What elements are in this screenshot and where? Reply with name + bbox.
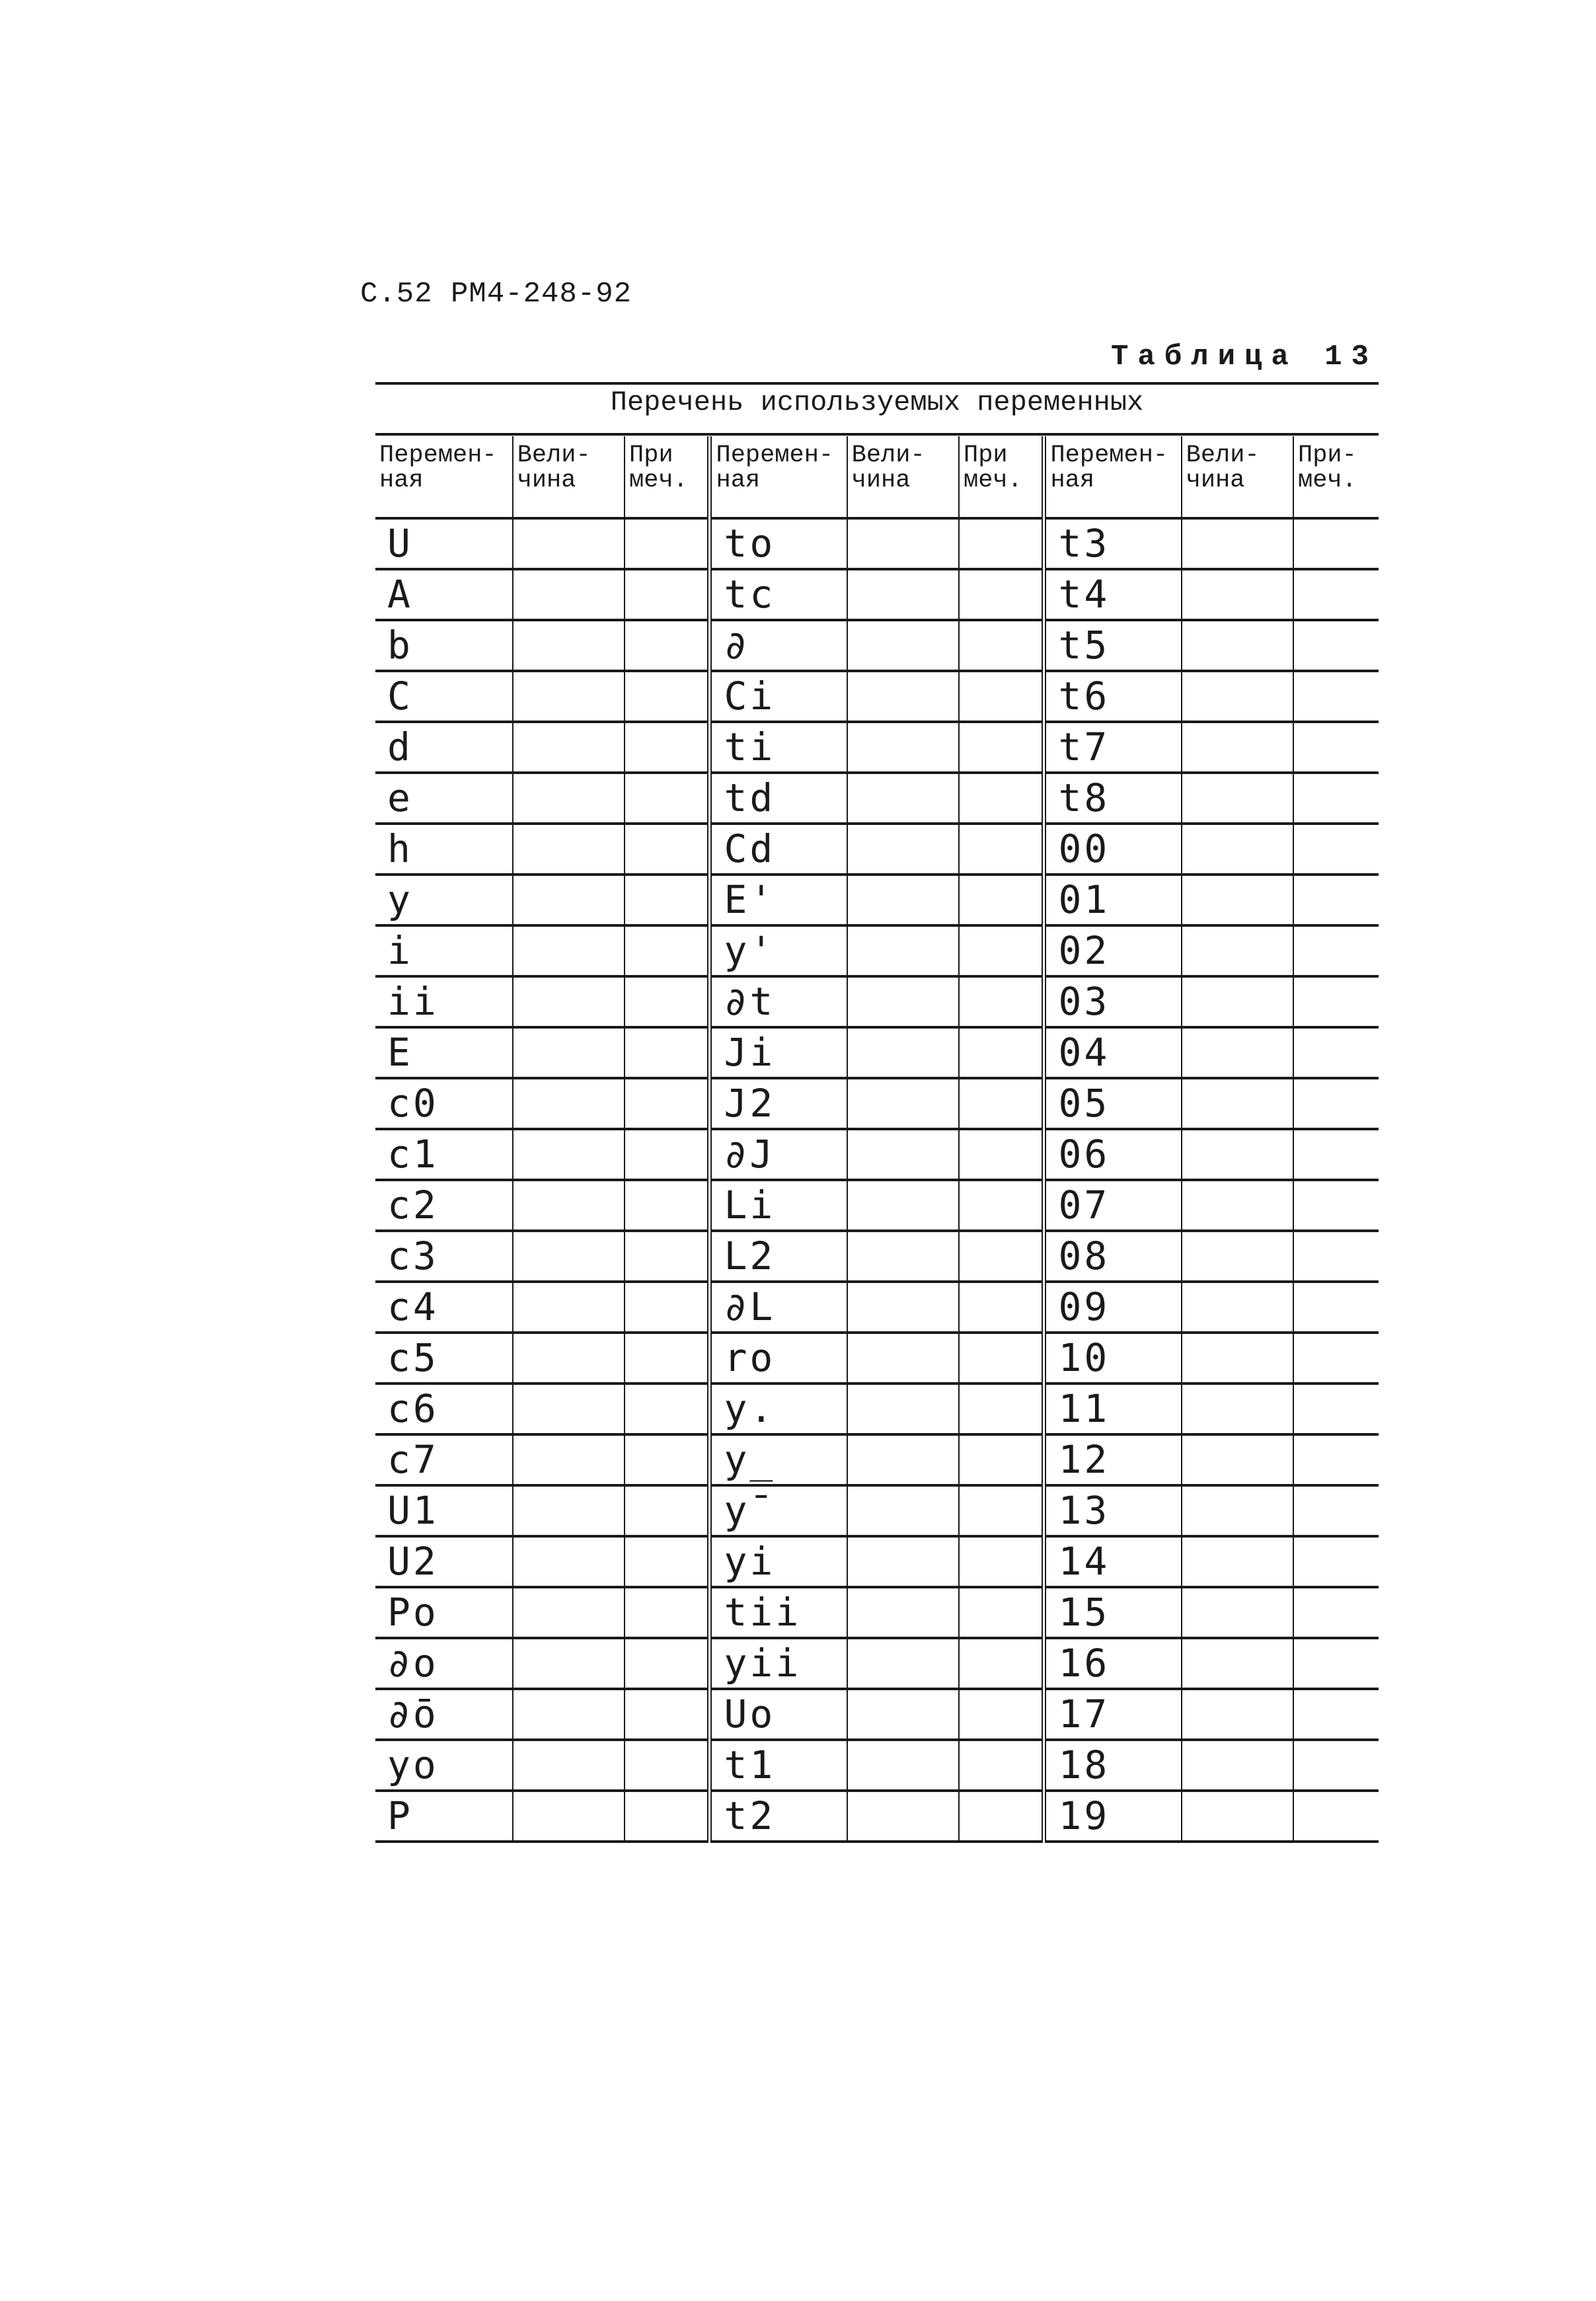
variable-name-cell: 16 <box>1044 1638 1182 1689</box>
note-cell <box>625 875 710 925</box>
note-cell <box>1293 620 1379 671</box>
value-cell <box>847 925 959 976</box>
value-cell <box>513 1587 625 1638</box>
value-cell <box>513 1333 625 1384</box>
note-cell <box>1293 1384 1379 1434</box>
note-cell <box>1293 1689 1379 1740</box>
variable-name-cell: y¯ <box>710 1485 847 1536</box>
variable-name-cell: c6 <box>375 1384 513 1434</box>
column-header: Вели- чина <box>1182 436 1293 518</box>
value-cell <box>513 1078 625 1129</box>
note-cell <box>959 925 1044 976</box>
note-cell <box>1293 1791 1379 1842</box>
note-cell <box>625 1434 710 1485</box>
note-cell <box>1293 569 1379 620</box>
value-cell <box>1182 1791 1293 1842</box>
value-cell <box>1182 925 1293 976</box>
table-row <box>375 1638 1379 1689</box>
table-row <box>375 1078 1379 1129</box>
variable-name-cell: ∂ <box>710 620 847 671</box>
note-cell <box>1293 1434 1379 1485</box>
variable-name-cell: C <box>375 671 513 722</box>
variable-name-cell: 02 <box>1044 925 1182 976</box>
table-row <box>375 824 1379 875</box>
table-row <box>375 925 1379 976</box>
note-cell <box>959 824 1044 875</box>
variable-name-cell: t6 <box>1044 671 1182 722</box>
note-cell <box>625 1689 710 1740</box>
variable-name-cell: c0 <box>375 1078 513 1129</box>
note-cell <box>625 671 710 722</box>
note-cell <box>1293 1587 1379 1638</box>
variable-name-cell: 13 <box>1044 1485 1182 1536</box>
value-cell <box>513 518 625 569</box>
note-cell <box>959 1231 1044 1282</box>
note-cell <box>959 569 1044 620</box>
table-title: Перечень используемых переменных <box>610 387 1144 418</box>
value-cell <box>847 1791 959 1842</box>
variable-name-cell: t7 <box>1044 722 1182 773</box>
note-cell <box>625 1791 710 1842</box>
note-cell <box>1293 976 1379 1027</box>
table-row <box>375 1791 1379 1842</box>
table-row <box>375 1485 1379 1536</box>
value-cell <box>513 875 625 925</box>
value-cell <box>1182 620 1293 671</box>
table-row <box>375 773 1379 824</box>
note-cell <box>625 1180 710 1231</box>
value-cell <box>847 671 959 722</box>
variable-name-cell: 07 <box>1044 1180 1182 1231</box>
variable-name-cell: 18 <box>1044 1740 1182 1791</box>
table-row <box>375 1333 1379 1384</box>
variable-name-cell: Li <box>710 1180 847 1231</box>
value-cell <box>1182 518 1293 569</box>
variable-name-cell: 03 <box>1044 976 1182 1027</box>
value-cell <box>513 1740 625 1791</box>
value-cell <box>847 1740 959 1791</box>
column-header: Перемен- ная <box>375 436 513 518</box>
note-cell <box>1293 1027 1379 1078</box>
note-cell <box>625 722 710 773</box>
note-cell <box>625 1282 710 1333</box>
note-cell <box>1293 1180 1379 1231</box>
value-cell <box>513 1129 625 1180</box>
value-cell <box>847 1434 959 1485</box>
note-cell <box>959 1791 1044 1842</box>
note-cell <box>625 1129 710 1180</box>
variable-name-cell: tii <box>710 1587 847 1638</box>
value-cell <box>847 1638 959 1689</box>
note-cell <box>959 1434 1044 1485</box>
table-row <box>375 722 1379 773</box>
value-cell <box>847 1180 959 1231</box>
value-cell <box>1182 569 1293 620</box>
table-row <box>375 1384 1379 1434</box>
table-row <box>375 1587 1379 1638</box>
note-cell <box>1293 1638 1379 1689</box>
column-header: При меч. <box>959 436 1044 518</box>
value-cell <box>513 1536 625 1587</box>
header-row <box>375 436 1379 518</box>
variable-name-cell: d <box>375 722 513 773</box>
value-cell <box>1182 1485 1293 1536</box>
variable-name-cell: ∂t <box>710 976 847 1027</box>
value-cell <box>847 824 959 875</box>
note-cell <box>1293 925 1379 976</box>
value-cell <box>1182 976 1293 1027</box>
variable-name-cell: 11 <box>1044 1384 1182 1434</box>
value-cell <box>847 569 959 620</box>
value-cell <box>1182 1282 1293 1333</box>
value-cell <box>847 1485 959 1536</box>
table-row <box>375 620 1379 671</box>
variable-name-cell: 17 <box>1044 1689 1182 1740</box>
table-row <box>375 1129 1379 1180</box>
variable-name-cell: Po <box>375 1587 513 1638</box>
variable-name-cell: ti <box>710 722 847 773</box>
table-row <box>375 1689 1379 1740</box>
column-header: При меч. <box>625 436 710 518</box>
value-cell <box>847 1129 959 1180</box>
value-cell <box>1182 773 1293 824</box>
note-cell <box>959 722 1044 773</box>
variable-name-cell: ∂L <box>710 1282 847 1333</box>
value-cell <box>513 1282 625 1333</box>
value-cell <box>513 824 625 875</box>
variable-name-cell: 15 <box>1044 1587 1182 1638</box>
value-cell <box>1182 1027 1293 1078</box>
variable-name-cell: P <box>375 1791 513 1842</box>
variable-name-cell: c7 <box>375 1434 513 1485</box>
note-cell <box>625 1333 710 1384</box>
value-cell <box>513 1027 625 1078</box>
value-cell <box>1182 1434 1293 1485</box>
variable-name-cell: Ci <box>710 671 847 722</box>
value-cell <box>513 671 625 722</box>
variable-name-cell: 05 <box>1044 1078 1182 1129</box>
value-cell <box>847 1027 959 1078</box>
table-row <box>375 1434 1379 1485</box>
note-cell <box>959 518 1044 569</box>
note-cell <box>625 1078 710 1129</box>
value-cell <box>1182 824 1293 875</box>
variable-name-cell: t5 <box>1044 620 1182 671</box>
variable-name-cell: y_ <box>710 1434 847 1485</box>
value-cell <box>1182 875 1293 925</box>
value-cell <box>1182 1180 1293 1231</box>
value-cell <box>513 722 625 773</box>
value-cell <box>513 620 625 671</box>
variable-name-cell: yii <box>710 1638 847 1689</box>
note-cell <box>1293 1485 1379 1536</box>
value-cell <box>847 1384 959 1434</box>
table-row <box>375 875 1379 925</box>
variable-name-cell: tc <box>710 569 847 620</box>
value-cell <box>513 569 625 620</box>
note-cell <box>625 620 710 671</box>
column-header: Вели- чина <box>513 436 625 518</box>
value-cell <box>1182 1587 1293 1638</box>
variable-name-cell: 01 <box>1044 875 1182 925</box>
variable-name-cell: Ji <box>710 1027 847 1078</box>
note-cell <box>625 976 710 1027</box>
value-cell <box>847 722 959 773</box>
value-cell <box>1182 1333 1293 1384</box>
table-body <box>375 518 1379 1842</box>
value-cell <box>847 1282 959 1333</box>
variable-name-cell: 14 <box>1044 1536 1182 1587</box>
value-cell <box>847 773 959 824</box>
variable-name-cell: U2 <box>375 1536 513 1587</box>
note-cell <box>959 1027 1044 1078</box>
note-cell <box>625 1231 710 1282</box>
note-cell <box>959 1078 1044 1129</box>
column-header: Вели- чина <box>847 436 959 518</box>
variable-name-cell: t3 <box>1044 518 1182 569</box>
note-cell <box>959 620 1044 671</box>
variable-name-cell: y' <box>710 925 847 976</box>
note-cell <box>959 1689 1044 1740</box>
note-cell <box>625 773 710 824</box>
note-cell <box>959 671 1044 722</box>
value-cell <box>1182 1384 1293 1434</box>
variable-name-cell: 12 <box>1044 1434 1182 1485</box>
value-cell <box>513 1689 625 1740</box>
variable-name-cell: U1 <box>375 1485 513 1536</box>
value-cell <box>513 1485 625 1536</box>
value-cell <box>1182 722 1293 773</box>
variable-name-cell: L2 <box>710 1231 847 1282</box>
note-cell <box>959 1740 1044 1791</box>
value-cell <box>1182 1536 1293 1587</box>
value-cell <box>513 773 625 824</box>
variable-name-cell: E <box>375 1027 513 1078</box>
table-row <box>375 1282 1379 1333</box>
note-cell <box>959 1180 1044 1231</box>
note-cell <box>625 1384 710 1434</box>
variable-name-cell: 19 <box>1044 1791 1182 1842</box>
note-cell <box>959 875 1044 925</box>
variable-name-cell: 10 <box>1044 1333 1182 1384</box>
variable-name-cell: t1 <box>710 1740 847 1791</box>
note-cell <box>625 1587 710 1638</box>
variable-name-cell: e <box>375 773 513 824</box>
note-cell <box>959 1485 1044 1536</box>
note-cell <box>959 1129 1044 1180</box>
variable-name-cell: ∂J <box>710 1129 847 1180</box>
table-row <box>375 569 1379 620</box>
value-cell <box>847 1333 959 1384</box>
variable-name-cell: y. <box>710 1384 847 1434</box>
variable-name-cell: c5 <box>375 1333 513 1384</box>
column-header: Перемен- ная <box>1044 436 1182 518</box>
variable-name-cell: t2 <box>710 1791 847 1842</box>
value-cell <box>1182 1129 1293 1180</box>
value-cell <box>513 1384 625 1434</box>
variable-name-cell: Cd <box>710 824 847 875</box>
value-cell <box>1182 1638 1293 1689</box>
value-cell <box>847 1536 959 1587</box>
value-cell <box>513 925 625 976</box>
variable-name-cell: yi <box>710 1536 847 1587</box>
variable-name-cell: b <box>375 620 513 671</box>
note-cell <box>1293 1129 1379 1180</box>
variable-name-cell: Uo <box>710 1689 847 1740</box>
table-row <box>375 1180 1379 1231</box>
page-header: С.52 РМ4-248-92 <box>360 278 632 311</box>
variables-table <box>375 436 1379 1843</box>
variable-name-cell: E' <box>710 875 847 925</box>
table-row <box>375 1027 1379 1078</box>
note-cell <box>625 824 710 875</box>
note-cell <box>625 1027 710 1078</box>
value-cell <box>847 1587 959 1638</box>
table-row <box>375 1536 1379 1587</box>
variable-name-cell: c1 <box>375 1129 513 1180</box>
value-cell <box>847 976 959 1027</box>
note-cell <box>1293 671 1379 722</box>
value-cell <box>847 1231 959 1282</box>
value-cell <box>513 1791 625 1842</box>
title-rule <box>375 433 1379 436</box>
value-cell <box>1182 1689 1293 1740</box>
value-cell <box>1182 1231 1293 1282</box>
note-cell <box>1293 773 1379 824</box>
note-cell <box>1293 875 1379 925</box>
top-rule <box>375 382 1379 385</box>
note-cell <box>1293 1333 1379 1384</box>
table-row <box>375 671 1379 722</box>
note-cell <box>1293 824 1379 875</box>
note-cell <box>1293 722 1379 773</box>
note-cell <box>1293 1078 1379 1129</box>
variable-name-cell: 08 <box>1044 1231 1182 1282</box>
variable-name-cell: yo <box>375 1740 513 1791</box>
note-cell <box>625 1536 710 1587</box>
note-cell <box>959 1536 1044 1587</box>
value-cell <box>513 1638 625 1689</box>
note-cell <box>1293 518 1379 569</box>
variable-name-cell: 04 <box>1044 1027 1182 1078</box>
variable-name-cell: ∂o <box>375 1638 513 1689</box>
note-cell <box>625 1740 710 1791</box>
value-cell <box>847 1689 959 1740</box>
table-row <box>375 518 1379 569</box>
variable-name-cell: J2 <box>710 1078 847 1129</box>
note-cell <box>625 569 710 620</box>
value-cell <box>847 1078 959 1129</box>
value-cell <box>847 620 959 671</box>
variable-name-cell: t8 <box>1044 773 1182 824</box>
table-row <box>375 976 1379 1027</box>
variable-name-cell: ∂ō <box>375 1689 513 1740</box>
value-cell <box>513 1434 625 1485</box>
variable-name-cell: c3 <box>375 1231 513 1282</box>
note-cell <box>959 1282 1044 1333</box>
variable-name-cell: 00 <box>1044 824 1182 875</box>
column-header: Перемен- ная <box>710 436 847 518</box>
note-cell <box>1293 1231 1379 1282</box>
variable-name-cell: y <box>375 875 513 925</box>
value-cell <box>1182 671 1293 722</box>
variable-name-cell: ii <box>375 976 513 1027</box>
value-cell <box>847 518 959 569</box>
variable-name-cell: td <box>710 773 847 824</box>
variable-name-cell: 09 <box>1044 1282 1182 1333</box>
note-cell <box>959 1333 1044 1384</box>
variable-name-cell: h <box>375 824 513 875</box>
note-cell <box>1293 1536 1379 1587</box>
value-cell <box>847 875 959 925</box>
note-cell <box>1293 1740 1379 1791</box>
note-cell <box>625 1485 710 1536</box>
variable-name-cell: c4 <box>375 1282 513 1333</box>
note-cell <box>959 1384 1044 1434</box>
value-cell <box>513 1180 625 1231</box>
note-cell <box>959 1638 1044 1689</box>
variable-name-cell: A <box>375 569 513 620</box>
value-cell <box>1182 1740 1293 1791</box>
table-caption: Таблица 13 <box>1110 340 1378 373</box>
variable-name-cell: to <box>710 518 847 569</box>
variable-name-cell: ro <box>710 1333 847 1384</box>
note-cell <box>625 1638 710 1689</box>
variable-name-cell: c2 <box>375 1180 513 1231</box>
value-cell <box>513 976 625 1027</box>
note-cell <box>1293 1282 1379 1333</box>
value-cell <box>1182 1078 1293 1129</box>
table-row <box>375 1740 1379 1791</box>
note-cell <box>959 773 1044 824</box>
variable-name-cell: t4 <box>1044 569 1182 620</box>
value-cell <box>513 1231 625 1282</box>
note-cell <box>625 518 710 569</box>
note-cell <box>959 1587 1044 1638</box>
variable-name-cell: 06 <box>1044 1129 1182 1180</box>
variable-name-cell: i <box>375 925 513 976</box>
note-cell <box>959 976 1044 1027</box>
note-cell <box>625 925 710 976</box>
column-header: При- меч. <box>1293 436 1379 518</box>
table-row <box>375 1231 1379 1282</box>
variable-name-cell: U <box>375 518 513 569</box>
